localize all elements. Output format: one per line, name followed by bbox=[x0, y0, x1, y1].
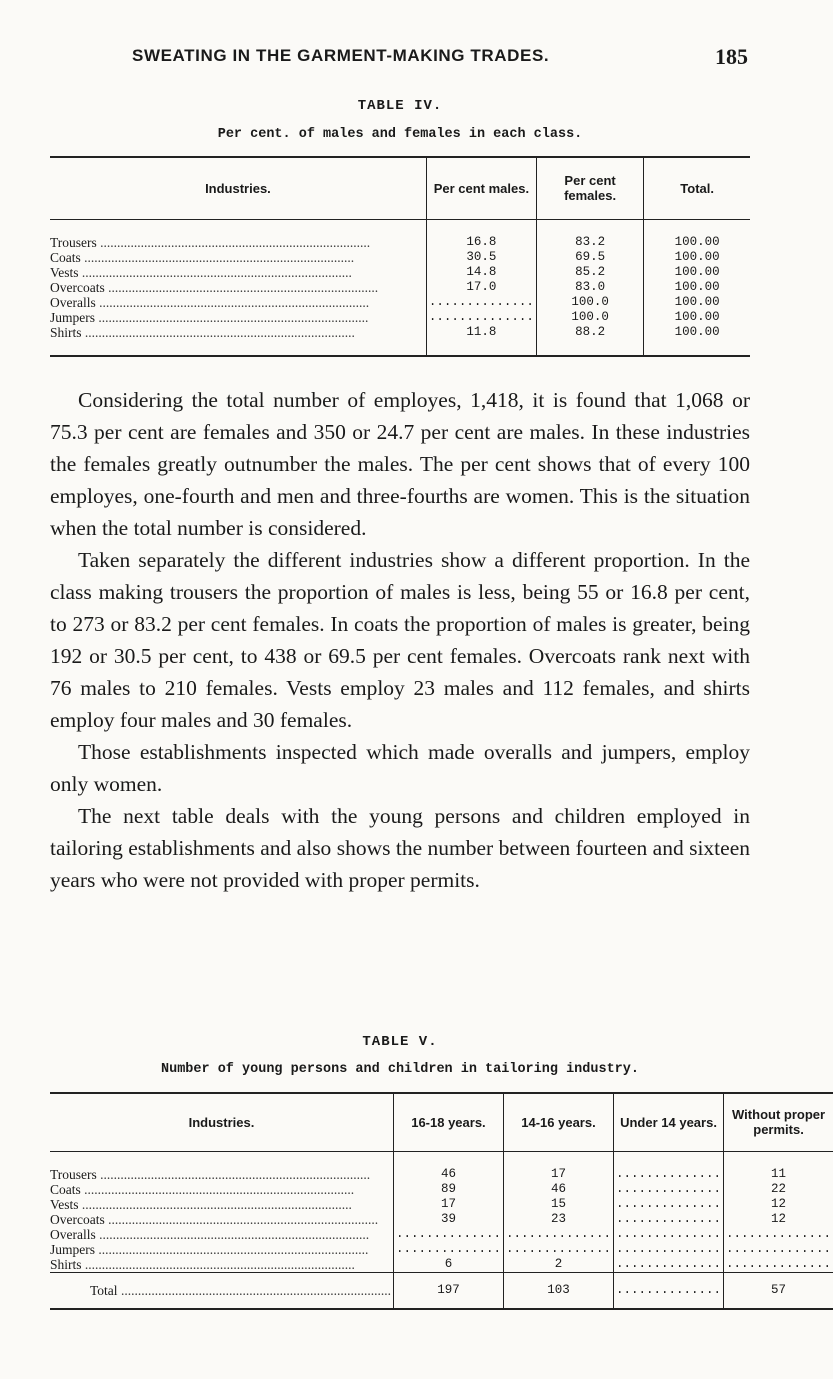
industry-cell: Overcoats ................................................................................ bbox=[50, 1212, 379, 1227]
table-row bbox=[50, 295, 750, 310]
table-5-header-16-18: 16-18 years. bbox=[393, 1093, 503, 1151]
total-without-permits-cell: 57 bbox=[724, 1273, 833, 1309]
body-text bbox=[50, 384, 750, 896]
under-14-cell: .............. bbox=[614, 1242, 724, 1257]
males-cell: 17.0 bbox=[426, 280, 536, 295]
industry-cell: Trousers ................................................................................ bbox=[50, 234, 371, 250]
males-cell: .............. bbox=[426, 295, 536, 310]
paragraph: Those establishments inspected which made overalls and jumpers, employ only women. bbox=[50, 740, 750, 796]
table-row bbox=[50, 1227, 833, 1242]
table-4-header-males: Per cent males. bbox=[426, 157, 536, 219]
age-16-18-cell: .............. bbox=[393, 1242, 503, 1257]
age-16-18-cell: 17 bbox=[393, 1197, 503, 1212]
table-row bbox=[50, 325, 750, 340]
age-16-18-cell: 89 bbox=[393, 1182, 503, 1197]
table-5-header-14-16: 14-16 years. bbox=[503, 1093, 613, 1151]
total-cell: 100.00 bbox=[644, 265, 750, 280]
table-row bbox=[50, 1167, 833, 1182]
under-14-cell: .............. bbox=[614, 1257, 724, 1273]
table-5-subtitle: Number of young persons and children in tailoring industry. bbox=[161, 1062, 639, 1077]
age-14-16-cell: .............. bbox=[503, 1242, 613, 1257]
total-16-18-cell: 197 bbox=[393, 1273, 503, 1309]
age-16-18-cell: 6 bbox=[393, 1257, 503, 1273]
table-5 bbox=[50, 1092, 833, 1310]
industry-cell: Overalls ................................................................................ bbox=[50, 294, 370, 310]
males-cell: .............. bbox=[426, 310, 536, 325]
age-14-16-cell: 23 bbox=[503, 1212, 613, 1227]
industry-cell: Overcoats ................................................................................ bbox=[50, 279, 379, 295]
table-row bbox=[50, 1182, 833, 1197]
table-4-header-females: Per cent females. bbox=[536, 157, 643, 219]
without-permits-cell: .............. bbox=[724, 1242, 833, 1257]
under-14-cell: .............. bbox=[614, 1212, 724, 1227]
paragraph: Taken separately the different industries show a different proportion. In the class making trousers the proportion of males is less, being 55 or 16.8 per cent, to 273 or 83.2 per cent females. In coats the proportion of males is greater, being 192 or 30.5 per cent, to 438 or 69.5 per cent females. Overcoats rank next with 76 males to 210 females. Vests employ 23 males and 112 females, and shirts employ four males and 30 females. bbox=[50, 548, 750, 732]
age-16-18-cell: 46 bbox=[393, 1167, 503, 1182]
without-permits-cell: 12 bbox=[724, 1197, 833, 1212]
age-14-16-cell: 46 bbox=[503, 1182, 613, 1197]
industry-cell: Overalls ................................................................................ bbox=[50, 1227, 370, 1242]
age-16-18-cell: .............. bbox=[393, 1227, 503, 1242]
table-row bbox=[50, 1257, 833, 1273]
total-cell: 100.00 bbox=[644, 235, 750, 250]
males-cell: 30.5 bbox=[426, 250, 536, 265]
table-row bbox=[50, 235, 750, 250]
industry-cell: Coats ................................................................................ bbox=[50, 1182, 355, 1197]
females-cell: 85.2 bbox=[536, 265, 643, 280]
age-14-16-cell: 17 bbox=[503, 1167, 613, 1182]
table-4 bbox=[50, 156, 750, 357]
table-row bbox=[50, 265, 750, 280]
total-under-14-cell: .............. bbox=[614, 1273, 724, 1309]
table-5-title: TABLE V. bbox=[362, 1034, 438, 1050]
without-permits-cell: 11 bbox=[724, 1167, 833, 1182]
females-cell: 100.0 bbox=[536, 310, 643, 325]
industry-cell: Trousers ................................................................................ bbox=[50, 1167, 371, 1182]
table-4-header-industries: Industries. bbox=[205, 180, 271, 196]
table-row bbox=[50, 250, 750, 265]
industry-cell: Vests ................................................................................ bbox=[50, 264, 352, 280]
under-14-cell: .............. bbox=[614, 1227, 724, 1242]
table-row bbox=[50, 1197, 833, 1212]
total-label-cell: Total ................................................................................ bbox=[90, 1282, 391, 1298]
total-cell: 100.00 bbox=[644, 295, 750, 310]
page-header bbox=[50, 44, 750, 74]
females-cell: 83.2 bbox=[536, 235, 643, 250]
without-permits-cell: 12 bbox=[724, 1212, 833, 1227]
total-14-16-cell: 103 bbox=[503, 1273, 613, 1309]
age-14-16-cell: 15 bbox=[503, 1197, 613, 1212]
age-14-16-cell: 2 bbox=[503, 1257, 613, 1273]
industry-cell: Shirts ................................................................................ bbox=[50, 1257, 355, 1272]
without-permits-cell: .............. bbox=[724, 1257, 833, 1273]
table-4-title: TABLE IV. bbox=[357, 98, 443, 114]
age-14-16-cell: .............. bbox=[503, 1227, 613, 1242]
table-row bbox=[50, 310, 750, 325]
table-row bbox=[50, 280, 750, 295]
table-5-header-industries: Industries. bbox=[188, 1114, 255, 1130]
males-cell: 11.8 bbox=[426, 325, 536, 340]
under-14-cell: .............. bbox=[614, 1167, 724, 1182]
females-cell: 69.5 bbox=[536, 250, 643, 265]
paragraph: Considering the total number of employes, 1,418, it is found that 1,068 or 75.3 per cent are females and 350 or 24.7 per cent are males. In these industries the females greatly outnumber the males. The per cent shows that of every 100 employes, one-fourth and men and three-fourths are women. This is the situation when the total number is considered. bbox=[50, 388, 750, 540]
page-number: 185 bbox=[715, 44, 748, 69]
industry-cell: Jumpers ................................................................................ bbox=[50, 1242, 369, 1257]
under-14-cell: .............. bbox=[614, 1182, 724, 1197]
industry-cell: Coats ................................................................................ bbox=[50, 249, 355, 265]
total-row bbox=[50, 1273, 833, 1309]
females-cell: 83.0 bbox=[536, 280, 643, 295]
table-row bbox=[50, 1242, 833, 1257]
males-cell: 14.8 bbox=[426, 265, 536, 280]
females-cell: 100.0 bbox=[536, 295, 643, 310]
table-5-header-under-14: Under 14 years. bbox=[614, 1093, 724, 1151]
total-cell: 100.00 bbox=[644, 310, 750, 325]
age-16-18-cell: 39 bbox=[393, 1212, 503, 1227]
total-cell: 100.00 bbox=[644, 250, 750, 265]
females-cell: 88.2 bbox=[536, 325, 643, 340]
running-title: SWEATING IN THE GARMENT-MAKING TRADES. bbox=[132, 46, 550, 65]
table-5-header-without-permits: Without proper permits. bbox=[724, 1093, 833, 1151]
males-cell: 16.8 bbox=[426, 235, 536, 250]
table-row bbox=[50, 1212, 833, 1227]
table-4-header-total: Total. bbox=[644, 157, 750, 219]
table-4-subtitle: Per cent. of males and females in each class. bbox=[217, 127, 583, 142]
industry-cell: Jumpers ................................................................................ bbox=[50, 309, 369, 325]
industry-cell: Shirts ................................................................................ bbox=[50, 324, 355, 340]
total-cell: 100.00 bbox=[644, 325, 750, 340]
under-14-cell: .............. bbox=[614, 1197, 724, 1212]
industry-cell: Vests ................................................................................ bbox=[50, 1197, 352, 1212]
total-cell: 100.00 bbox=[644, 280, 750, 295]
paragraph: The next table deals with the young persons and children employed in tailoring establishments and also shows the number between fourteen and sixteen years who were not provided with proper permits. bbox=[50, 804, 750, 892]
without-permits-cell: 22 bbox=[724, 1182, 833, 1197]
without-permits-cell: .............. bbox=[724, 1227, 833, 1242]
